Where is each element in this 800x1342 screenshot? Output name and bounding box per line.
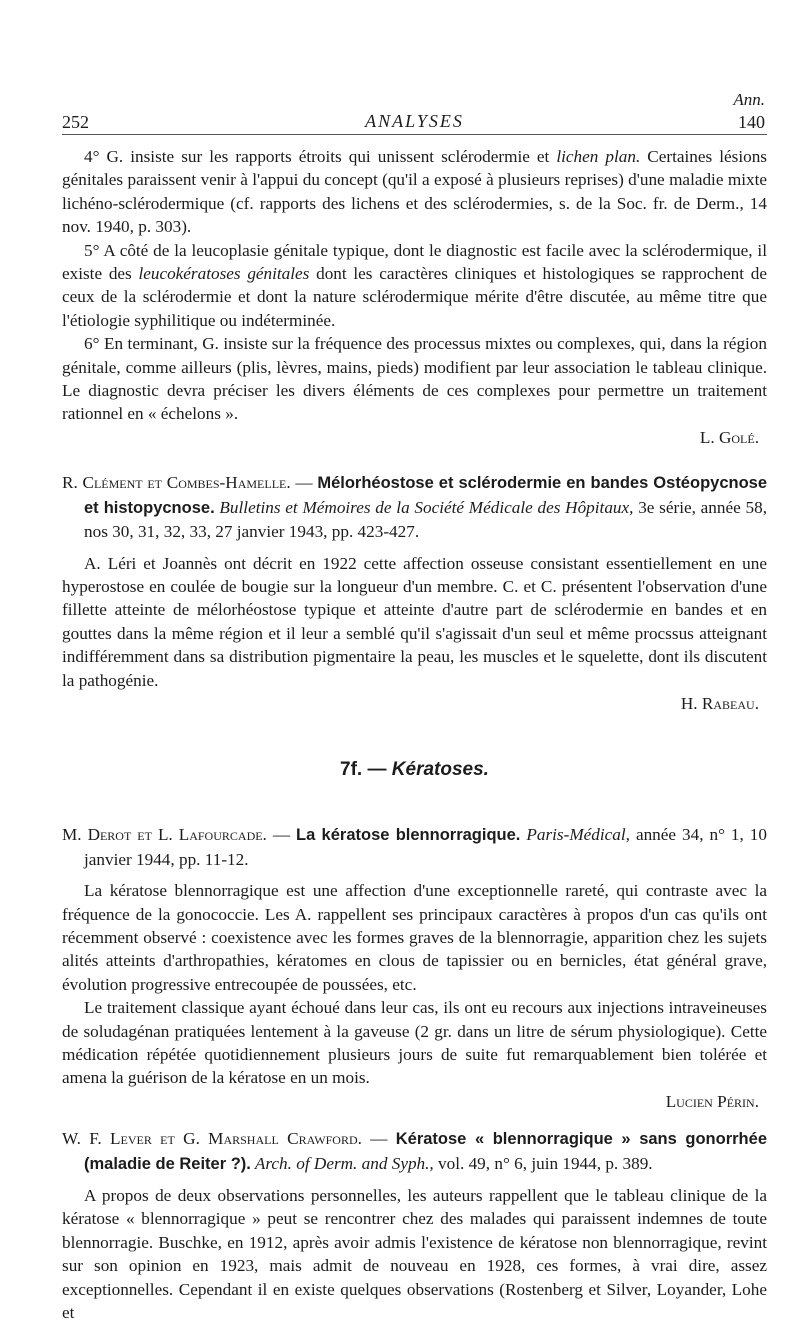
section-title: Kératoses. (391, 759, 489, 781)
volume-number: 140 (738, 112, 765, 132)
journal-name: Paris-Médical, (520, 825, 630, 845)
paragraph-text: Certaines lésions génitales paraissent venir à l'appui du concept (qu'il a exposé à plusieurs reprises) d'une maladie mixte lichéno-sclérodermique (cf. rapports des lichens et des sclérodermies, s. de la Soc. fr. de Derm., 14 nov. 1940, p. 303). (62, 147, 767, 237)
article-body: La kératose blennorragique est une affection d'une exceptionnelle rareté, qui contraste avec la fréquence de la gonococcie. Les A. rappellent ses principaux caractères à propos d'un cas qu'ils ont récemment observé : coexistence avec les formes graves de la blennorragie, apparition chez les sujets alités atteints d'arthropathies, kératomes en clous de tapissier ou en bernicles, état général grave, évolution progressive entrecoupée de poussées, etc. (62, 881, 767, 994)
article-authors: R. Clément et Combes-Hamelle. (62, 473, 291, 493)
dash: — (361, 1129, 396, 1149)
article-keratose-sans-gonorrhee (62, 1127, 767, 1176)
article-body: Le traitement classique ayant échoué dans leur cas, ils ont eu recours aux injections intraveineuses de soludagénan pratiquées lentement à la gaveuse (2 gr. dans un litre de sérum physiologique). Cette médication répétée quotidiennement plusieurs jours de suite fut remarquablement bien tolérée et amena la guérison de la kératose en un mois. (62, 998, 767, 1088)
journal-abbrev: Ann. (733, 90, 765, 109)
signature-name: Lucien Périn. (665, 1091, 759, 1111)
running-header (62, 88, 767, 132)
article-reference (62, 1127, 767, 1176)
paragraph-text: 5° A côté de la leucoplasie génitale typique, dont le diagnostic est facile avec la sclérodermique, il existe des (62, 240, 767, 284)
page-number: 252 (62, 112, 89, 132)
dash: — (362, 759, 392, 781)
article-title: Kératose « blennorragique » sans gonorrhée (maladie de Reiter ?). (84, 1130, 767, 1173)
journal-name: Arch. of Derm. and Syph., (250, 1153, 434, 1173)
article-keratose-blennorragique (62, 823, 767, 1113)
article-melorheostose (62, 471, 767, 543)
emphasis-text: leucokératoses génitales (138, 264, 310, 284)
article-authors: M. Derot et L. Lafourcade. (62, 825, 267, 845)
signature (62, 426, 767, 449)
signature (62, 692, 767, 715)
signature (62, 1090, 767, 1113)
header-rule (62, 134, 767, 135)
paragraph-text: 4° G. insiste sur les rapports étroits qui unissent sclérodermie et (84, 147, 557, 166)
dash: — (266, 825, 297, 845)
signature-name: H. Rabeau. (680, 693, 759, 713)
section-number: 7f. (340, 759, 363, 781)
dash: — (290, 473, 318, 493)
paragraph-5 (62, 239, 767, 333)
reference-details: 3e série, année 58, nos 30, 31, 32, 33, 27 janvier 1943, pp. 423-427. (84, 497, 767, 542)
article-authors: W. F. Lever et G. Marshall Crawford. (62, 1129, 362, 1149)
paragraph-6: 6° En terminant, G. insiste sur la fréquence des processus mixtes ou complexes, qui, dans la région génitale, comme ailleurs (plis, lèvres, mains, pieds) modifient par leur association le tableau clinique. Le diagnostic devra préciser les divers éléments de ces complexes pour permettre un traitement rationnel en « échelons ». (62, 334, 767, 424)
article-title: La kératose blennorragique. (296, 826, 521, 845)
journal-page (62, 88, 767, 1324)
article-body: A. Léri et Joannès ont décrit en 1922 cette affection osseuse consistant essentiellement en une hyperostose en coulée de bougie sur la longueur d'un membre. C. et C. présentent l'observation d'une fillette atteinte de mélorhéostose typique et atteinte d'autre part de sclérodermie en bandes et en gouttes dans la même région et il leur a semblé qu'il s'agissait d'un seul et même procssus atteignant indifféremment dans sa distribution pigmentaire la peau, les muscles et le squelette, dont ils discutent la pathogénie. (62, 553, 767, 690)
article-reference (62, 471, 767, 543)
article-reference (62, 823, 767, 871)
section-heading (62, 759, 767, 781)
paragraph-4 (62, 145, 767, 239)
journal-name: Bulletins et Mémoires de la Société Médicale des Hôpitaux, (214, 497, 634, 517)
reference-details: vol. 49, n° 6, juin 1944, p. 389. (433, 1153, 653, 1173)
paragraph-text: dont les caractères cliniques et histologiques se rapprochent de ceux de la sclérodermie et dont la nature sclérodermique mérite d'être discutée, au même titre que l'étiologie syphilitique ou indéterminée. (62, 264, 767, 330)
article-body: A propos de deux observations personnelles, les auteurs rappellent que le tableau clinique de la kératose « blennorragique » peut se rencontrer chez des malades qui paraissent indemnes de toute blennorragie. Buschke, en 1912, après avoir admis l'existence de kératose non blennorragique, revint sur son opinion en 1923, mais admit de nouveau en 1928, ces formes, à vrai dire, assez exceptionnelles. Cependant il en existe quelques observations (Rostenberg et Silver, Loyander, Lohe et (62, 1186, 767, 1323)
article-title: Mélorhéostose et sclérodermie en bandes Ostéopycnose et histopycnose. (84, 474, 768, 517)
signature-name: L. Golé. (699, 427, 759, 447)
reference-details: année 34, n° 1, 10 janvier 1944, pp. 11-12. (84, 825, 767, 869)
emphasis-text: lichen plan. (556, 147, 641, 166)
running-title: ANALYSES (365, 111, 464, 131)
